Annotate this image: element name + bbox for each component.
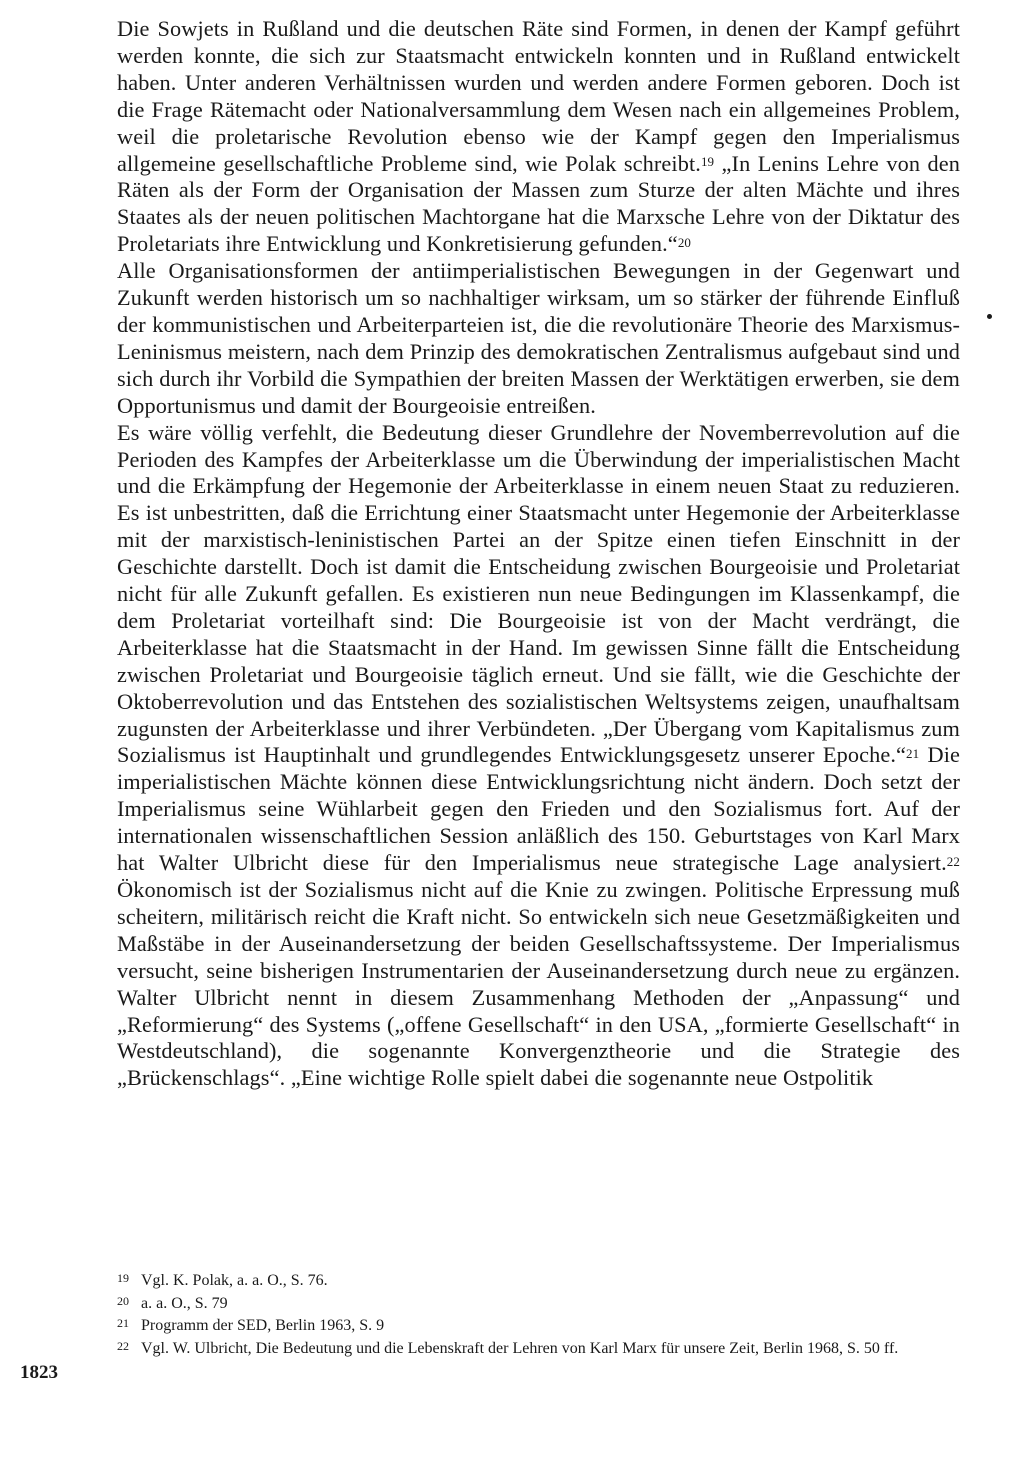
- paragraph-text: Die imperialistischen Mächte können diese Entwicklungsrichtung nicht ändern. Doch setzt der Imperialismus seine Wühlarbeit gegen den Frieden und den Sozialismus fort. Auf der internationalen wissenschaftlichen Session anläßlich des 150. Geburtstages von Karl Marx hat Walter Ulbricht diese für den Imperialismus neue strategische Lage analysiert.: [117, 742, 960, 876]
- footnote: [117, 1338, 960, 1361]
- footnote-reference[interactable]: 19: [700, 153, 715, 169]
- paragraph: [117, 420, 960, 1093]
- footnote-reference[interactable]: 20: [677, 234, 692, 250]
- paragraph-text: „In Lenins Lehre von den Räten als der Form der Organisation der Massen zum Sturze der alten Mächte und ihres Staates als der neuen politischen Machtorgane hat die Marxsche Lehre von der Diktatur des Proletariats ihre Entwicklung und Konkretisierung gefunden.“: [117, 150, 961, 257]
- paragraph-text: Alle Organisationsformen der antiimperialistischen Bewegungen in der Gegenwart und Zukunft werden historisch um so nachhaltiger wirksam, um so stärker der führende Einfluß der kommunistischen und Arbeiterparteien ist, die die revolutionäre Theorie des Marxismus-Leninismus meistern, nach dem Prinzip des demokratischen Zentralismus aufgebaut sind und sich durch ihr Vorbild die Sympathien der breiten Massen der Werktätigen erwerben, sie dem Opportunismus und damit der Bourgeoisie entreißen.: [117, 258, 960, 418]
- footnote-text: a. a. O., S. 79: [141, 1294, 228, 1312]
- footnote-number: 22: [117, 1338, 129, 1353]
- footnote-number: 20: [117, 1293, 129, 1308]
- footnote-text: Vgl. K. Polak, a. a. O., S. 76.: [141, 1272, 328, 1289]
- footnote: [117, 1293, 960, 1316]
- body-text: [117, 16, 960, 1092]
- footnotes: [117, 1270, 960, 1360]
- footnote-reference[interactable]: 22: [946, 853, 960, 869]
- paragraph: [117, 16, 960, 258]
- footnote-reference[interactable]: 21: [906, 745, 920, 761]
- paragraph-text: Ökonomisch ist der Sozialismus nicht auf die Knie zu zwingen. Politische Erpressung muß scheitern, militärisch reicht die Kraft nicht. So entwickeln sich neue Gesetzmäßigkeiten und Maßstäbe in der Auseinandersetzung der beiden Gesellschaftssysteme. Der Imperialismus versucht, seine bisherigen Instrumentarien der Auseinandersetzung durch neue zu ergänzen. Walter Ulbricht nennt in diesem Zusammenhang Methoden der „Anpassung“ und „Reformierung“ des Systems („offene Gesellschaft“ in den USA, „formierte Gesellschaft“ in Westdeutschland), die sogenannte Konvergenztheorie und die Strategie des „Brückenschlags“. „Eine wichtige Rolle spielt dabei die sogenannte neue Ostpolitik: [117, 877, 960, 1091]
- paragraph-text: Es wäre völlig verfehlt, die Bedeutung dieser Grundlehre der Novemberrevolution auf die Perioden des Kampfes der Arbeiterklasse um die Überwindung der imperialistischen Macht und die Erkämpfung der Hegemonie der Arbeiterklasse in einem neuen Staat zu reduzieren. Es ist unbestritten, daß die Errichtung einer Staatsmacht unter Hegemonie der Arbeiterklasse mit der marxistisch-leninistischen Partei an der Spitze einen tiefen Einschnitt in der Geschichte darstellt. Doch ist damit die Entscheidung zwischen Bourgeoisie und Proletariat nicht für alle Zukunft gefallen. Es existieren nun neue Bedingungen im Klassenkampf, die dem Proletariat vorteilhaft sind: Die Bourgeoisie ist von der Macht verdrängt, die Arbeiterklasse hat die Staatsmacht in der Hand. Im gewissen Sinne fällt die Entscheidung zwischen Proletariat und Bourgeoisie täglich erneut. Und sie fällt, wie die Geschichte der Oktoberrevolution und das Entstehen des sozialistischen Weltsystems zeigen, unaufhaltsam zugunsten der Arbeiterklasse und ihrer Verbündeten. „Der Übergang vom Kapitalismus zum Sozialismus ist Hauptinhalt und grundlegendes Entwicklungsgesetz unserer Epoche.“: [117, 419, 960, 768]
- paragraph-text: Die Sowjets in Rußland und die deutschen Räte sind Formen, in denen der Kampf geführt werden konnte, die sich zur Staatsmacht entwickeln konnten und in Rußland entwickelt haben. Unter anderen Verhältnissen wurden und werden andere Formen geboren. Doch ist die Frage Rätemacht oder Nationalversammlung dem Wesen nach ein allgemeines Problem, weil die proletarische Revolution ebenso wie der Kampf gegen den Imperialismus allgemeine gesellschaftliche Probleme sind, wie Polak schreibt.: [117, 16, 960, 176]
- footnote: [117, 1270, 960, 1293]
- page-number: 1823: [20, 1362, 58, 1383]
- footnote-number: 19: [117, 1271, 129, 1285]
- footnote-text: Programm der SED, Berlin 1963, S. 9: [141, 1317, 385, 1334]
- footnote: [117, 1315, 960, 1338]
- paragraph: [117, 258, 960, 419]
- footnote-text: Vgl. W. Ulbricht, Die Bedeutung und die Lebenskraft der Lehren von Karl Marx für unsere Zeit, Berlin 1968, S. 50 ff.: [141, 1339, 899, 1357]
- footnote-number: 21: [117, 1316, 129, 1330]
- margin-mark: [987, 314, 992, 319]
